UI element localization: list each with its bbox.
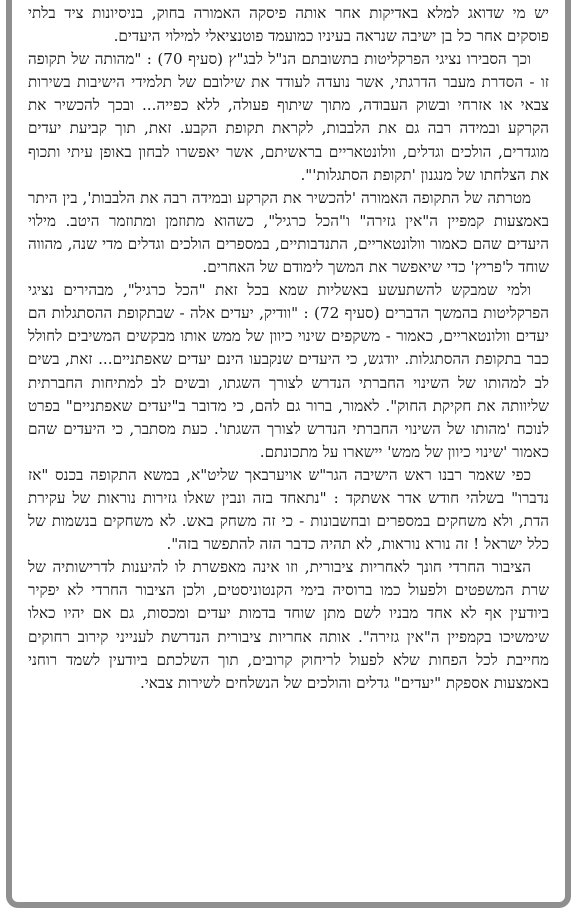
paragraph-3: מטרתה של התקופה האמורה 'להכשיר את הקרקע ובמידה רבה את הלבבות', בין היתר באמצעות קמפיין ה"אין גזירה" ו"הכל כרגיל", כשהוא מתוזמן ומתוזמר היטב. מילוי היעדים שהם כאמור וולונטאריים, התנדבותיים, במספרים הולכים וגדלים מדי שנה, מהווה שוחד ל'פריץ' כדי שיאפשר את המשך לימודם של האחרים.: [28, 188, 549, 277]
article-body: [28, 2, 549, 695]
paragraph-1: יש מי שדואג למלא באדיקות אחר אותה פיסקה האמורה בחוק, בניסיונות ציד בלתי פוסקים אחר כל בן ישיבה שנראה בעיניו כמועמד פוטנציאלי למילוי היעדים.: [28, 4, 549, 46]
paragraph-2: וכך הסבירו נציגי הפרקליטות בתשובתם הנ"ל לבג"ץ (סעיף 70) : "מהותה של תקופה זו - הסדרת מעבר הדרגתי, אשר נועדה לעודד את שילובם של תלמידי הישיבות בשירות צבאי או אזרחי ובשוק העבודה, מתוך שיתוף פעולה, ללא כפייה... ובכך להכשיר את הקרקע ובמידה רבה גם את הלבבות, לקראת תקופת הקבע. זאת, תוך קביעת יעדים מוגדרים, הולכים וגדלים, וולונטאריים בראשיתם, אשר יאפשרו לבחון באופן עיתי ותכוף את הצלחתו של מנגנון 'תקופת הסתגלות'".: [28, 50, 549, 184]
paragraph-4: ולמי שמבקש להשתעשע באשליות שמא בכל זאת "הכל כרגיל", מבהירים נציגי הפרקליטות בהמשך הדברים (סעיף 72) : "וודיק, יעדים אלה - שבתקופת ההסתגלות הם יעדים וולונטאריים, כאמור - משקפים שינוי כיוון של ממש אותו מבקשים המשיבים לחולל כבר בתקופת ההסתגלות. יודגש, כי היעדים שנקבעו הינם יעדים שאפתניים... זאת, בשים לב למהותו של השינוי החברתי הנדרש לצורך השגתו, ובשים לב למתיחות החברתית שליוותה את חקיקת החוק". לאמור, ברור גם להם, כי מדובר ב"יעדים שאפתניים" בפרט לנוכח 'מהותו של השינוי החברתי הנדרש לצורך השגתו'. כעת מסתבר, כי היעדים שהם כאמור 'שינוי כיוון של ממש' יישארו על מתכונתם.: [28, 281, 549, 461]
page-frame: [6, 0, 571, 908]
paragraph-5: כפי שאמר רבנו ראש הישיבה הגר"ש אויערבאך שליט"א, במשא התקופה בכנס "אז נדברו" בשלהי חודש אדר אשתקד : "נתאחד בזה ונבין שאלו גזירות נוראות של עקירת הדת, ולא משחקים במספרים ובחשבונות - כי זה משחק באש. לא משחקים בנשמות של כלל ישראל ! זה נורא נוראות, לא תהיה כדבר הזה להתפשר בזה".: [28, 465, 549, 554]
paragraph-6: הציבור החרדי חונך לאחריות ציבורית, וזו אינה מאפשרת לו להיענות לדרישותיה של שרת המשפטים ולפעול כמו ברוסיה בימי הקנטוניסטים, ולכן הציבור החרדי לא יפקיר ביודעין אף לא אחד מבניו לשם מתן שוחד בדמות יעדים ומכסות, גם אם יהיו כאלו שימשיכו בקמפיין ה"אין גזירה". אותה אחריות ציבורית הנדרשת לענייני קירוב רחוקים מחייבת לכל הפחות שלא לפעול לריחוק קרובים, תוך השלכתם ביודעין לשמד רוחני באמצעות אספקת "יעדים" גדלים והולכים של הנשלחים לשירות צבאי.: [28, 558, 549, 692]
